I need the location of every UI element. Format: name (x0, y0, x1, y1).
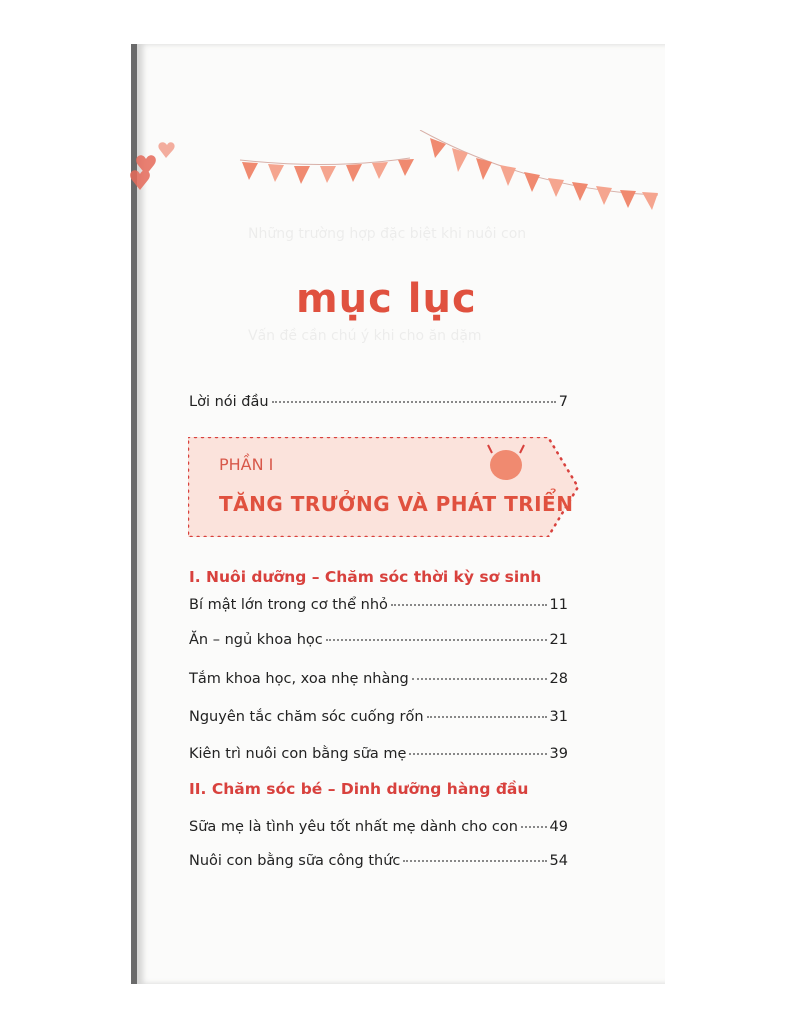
toc-entry-label: Tắm khoa học, xoa nhẹ nhàng (189, 671, 409, 687)
toc-entry-label: Bí mật lớn trong cơ thể nhỏ (189, 597, 388, 613)
dot-leader (409, 753, 546, 755)
bleed-through-text: Vấn đề cần chú ý khi cho ăn dặm (248, 328, 482, 344)
page-title: mục lục (296, 276, 477, 322)
toc-entry-page: 28 (549, 671, 568, 687)
dot-leader (326, 639, 547, 641)
toc-entry-label: Nguyên tắc chăm sóc cuống rốn (189, 709, 424, 725)
toc-entry[interactable] (189, 671, 568, 687)
dot-leader (391, 604, 547, 606)
dot-leader (427, 716, 547, 718)
dot-leader (412, 678, 547, 680)
part-banner (188, 437, 580, 537)
toc-entry-label: Lời nói đầu (189, 394, 269, 410)
toc-entry-label: Kiên trì nuôi con bằng sữa mẹ (189, 746, 407, 762)
bunting-decoration (130, 130, 660, 220)
toc-entry-label: Nuôi con bằng sữa công thức (189, 853, 401, 869)
toc-entry[interactable] (189, 819, 568, 835)
toc-entry[interactable] (189, 709, 568, 725)
toc-entry-page: 39 (549, 746, 568, 762)
part-label: PHẦN I (219, 455, 274, 474)
toc-entry-label: Ăn – ngủ khoa học (189, 632, 323, 648)
toc-entry-page: 11 (549, 597, 568, 613)
bleed-through-text: Những trường hợp đặc biệt khi nuôi con (248, 226, 527, 242)
toc-entry-page: 31 (549, 709, 568, 725)
section-heading: II. Chăm sóc bé – Dinh dưỡng hàng đầu (189, 780, 529, 798)
toc-entry[interactable] (189, 632, 568, 648)
toc-entry[interactable] (189, 746, 568, 762)
dot-leader (403, 860, 546, 862)
toc-entry-page: 54 (549, 853, 568, 869)
toc-entry-label: Sữa mẹ là tình yêu tốt nhất mẹ dành cho con (189, 819, 518, 835)
toc-entry[interactable] (189, 853, 568, 869)
section-heading: I. Nuôi dưỡng – Chăm sóc thời kỳ sơ sinh (189, 568, 542, 586)
toc-entry[interactable] (189, 597, 568, 613)
toc-entry-page: 21 (549, 632, 568, 648)
toc-entry-preface[interactable] (189, 394, 568, 410)
toc-entry-page: 7 (558, 394, 568, 410)
dot-leader (272, 401, 556, 403)
part-title: TĂNG TRƯỞNG VÀ PHÁT TRIỂN (219, 492, 574, 516)
dot-leader (521, 826, 547, 828)
toc-entry-page: 49 (549, 819, 568, 835)
